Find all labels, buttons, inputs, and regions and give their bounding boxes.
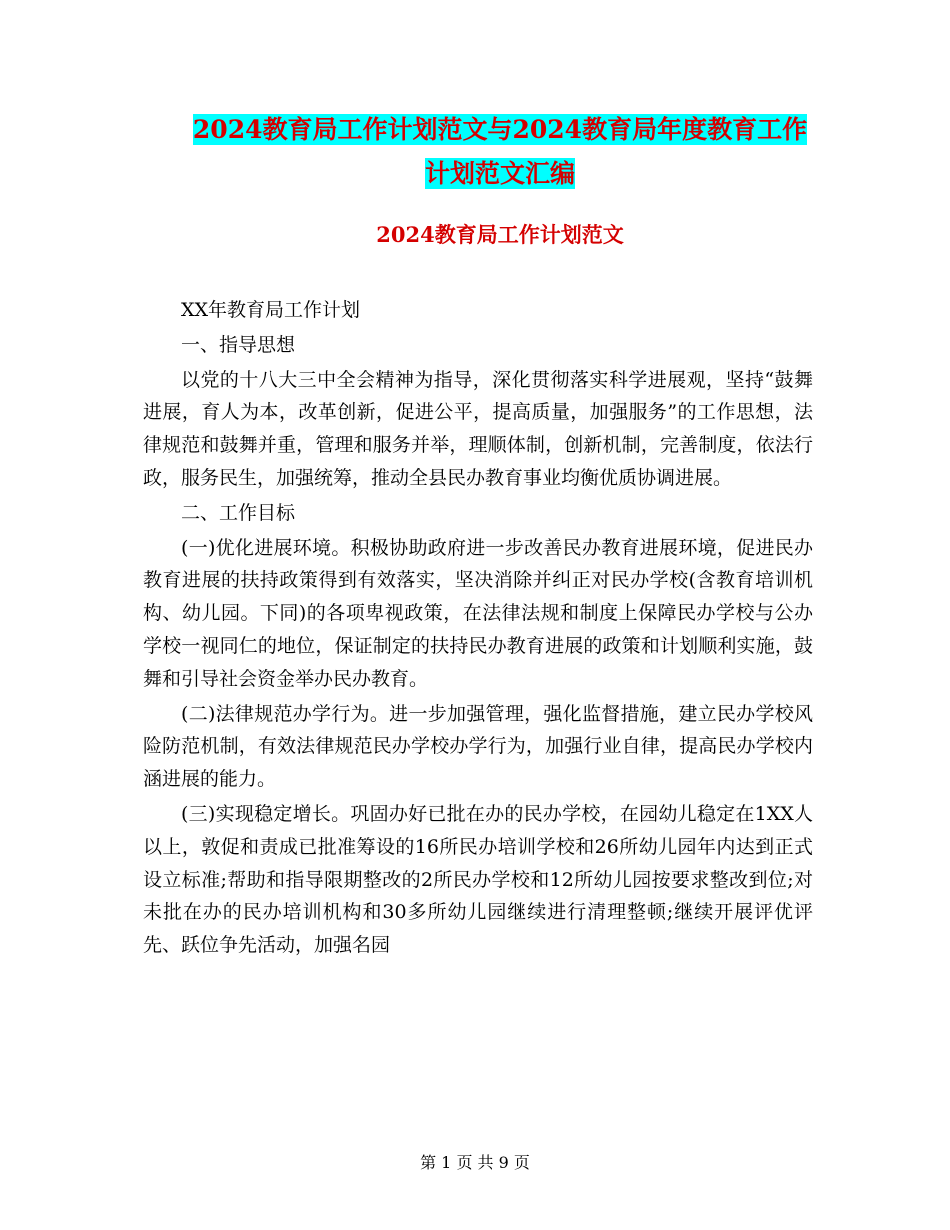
- page-footer: [0, 1152, 950, 1174]
- document-title-line-1: 2024教育局工作计划范文与2024教育局年度教育工作: [192, 115, 808, 144]
- document-title-line-2: 计划范文汇编: [424, 159, 575, 188]
- paragraph-goal-1: (一)优化进展环境。积极协助政府进一步改善民办教育进展环境，促进民办教育进展的扶持政策得到有效落实，坚决消除并纠正对民办学校(含教育培训机构、幼儿园。下同)的各项卑视政策，在法律法规和制度上保障民办学校与公办学校一视同仁的地位，保证制定的扶持民办教育进展的政策和计划顺利实施，鼓舞和引导社会资金举办民办教育。: [143, 536, 813, 690]
- paragraph-goal-3: (三)实现稳定增长。巩固办好已批在办的民办学校，在园幼儿稳定在1XX人以上，敦促和责成已批准筹设的16所民办培训学校和26所幼儿园年内达到正式设立标准;帮助和指导限期整改的2所民办学校和12所幼儿园按要求整改到位;对未批在办的民办培训机构和30多所幼儿园继续进行清理整顿;继续开展评优评先、跃位争先活动，加强名园: [143, 802, 813, 957]
- paragraph-plan-heading: XX年教育局工作计划: [181, 299, 361, 321]
- page-number-label: 第 1 页 共 9 页: [420, 1153, 530, 1172]
- paragraph-goal-2: (二)法律规范办学行为。进一步加强管理，强化监督措施，建立民办学校风险防范机制，有效法律规范民办学校办学行为，加强行业自律，提高民办学校内涵进展的能力。: [143, 702, 813, 791]
- paragraph-heading-guiding-thought: 一、指导思想: [181, 333, 296, 356]
- document-body: [143, 294, 813, 962]
- section-title: 2024教育局工作计划范文: [376, 222, 624, 247]
- document-title: [140, 108, 860, 196]
- paragraph-heading-work-goals: 二、工作目标: [181, 501, 296, 524]
- paragraph-guiding-thought: 以党的十八大三中全会精神为指导，深化贯彻落实科学进展观，坚持“鼓舞进展，育人为本，改革创新，促进公平，提高质量，加强服务”的工作思想，法律规范和鼓舞并重，管理和服务并举，理顺体制，创新机制，完善制度，依法行政，服务民生，加强统筹，推动全县民办教育事业均衡优质协调进展。: [143, 368, 813, 489]
